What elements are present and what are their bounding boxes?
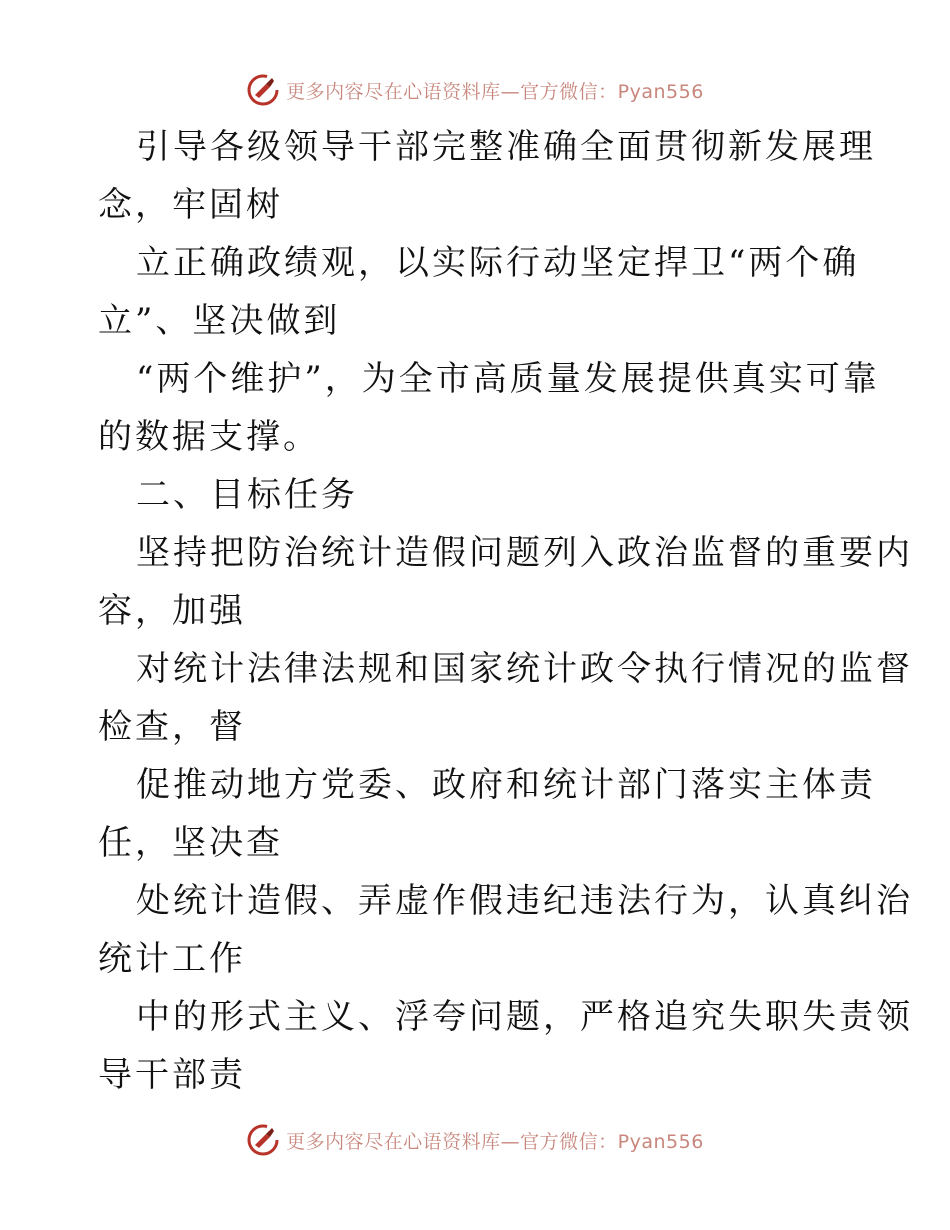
text-line: “两个维护”，为全市高质量发展提供真实可靠 — [136, 359, 880, 399]
text-line: 检查，督 — [98, 707, 246, 747]
text-line: 立正确政绩观，以实际行动坚定捍卫“两个确 — [136, 243, 860, 283]
text-line: 导干部责 — [98, 1055, 246, 1095]
text-line: 统计工作 — [98, 939, 246, 979]
text-line: 坚持把防治统计造假问题列入政治监督的重要内 — [136, 533, 913, 573]
footer-watermark — [0, 1120, 950, 1160]
text-line: 任，坚决查 — [98, 823, 283, 863]
section-heading: 二、目标任务 — [136, 475, 358, 515]
text-line: 念，牢固树 — [98, 185, 283, 225]
document-body — [98, 118, 913, 1104]
header-watermark — [0, 70, 950, 110]
text-line: 引导各级领导干部完整准确全面贯彻新发展理 — [136, 127, 876, 167]
text-line: 立”、坚决做到 — [98, 301, 341, 341]
text-line: 对统计法律法规和国家统计政令执行情况的监督 — [136, 649, 913, 689]
text-line: 处统计造假、弄虚作假违纪违法行为，认真纠治 — [136, 881, 913, 921]
text-line: 促推动地方党委、政府和统计部门落实主体责 — [136, 765, 876, 805]
watermark-text: 更多内容尽在心语资料库—官方微信：Pyan556 — [286, 80, 704, 103]
text-line: 容，加强 — [98, 591, 246, 631]
brush-seal-logo-icon — [246, 73, 280, 107]
text-line: 的数据支撑。 — [98, 417, 320, 457]
text-line: 中的形式主义、浮夸问题，严格追究失职失责领 — [136, 997, 913, 1037]
watermark-text: 更多内容尽在心语资料库—官方微信：Pyan556 — [286, 1130, 704, 1153]
brush-seal-logo-icon — [246, 1123, 280, 1157]
